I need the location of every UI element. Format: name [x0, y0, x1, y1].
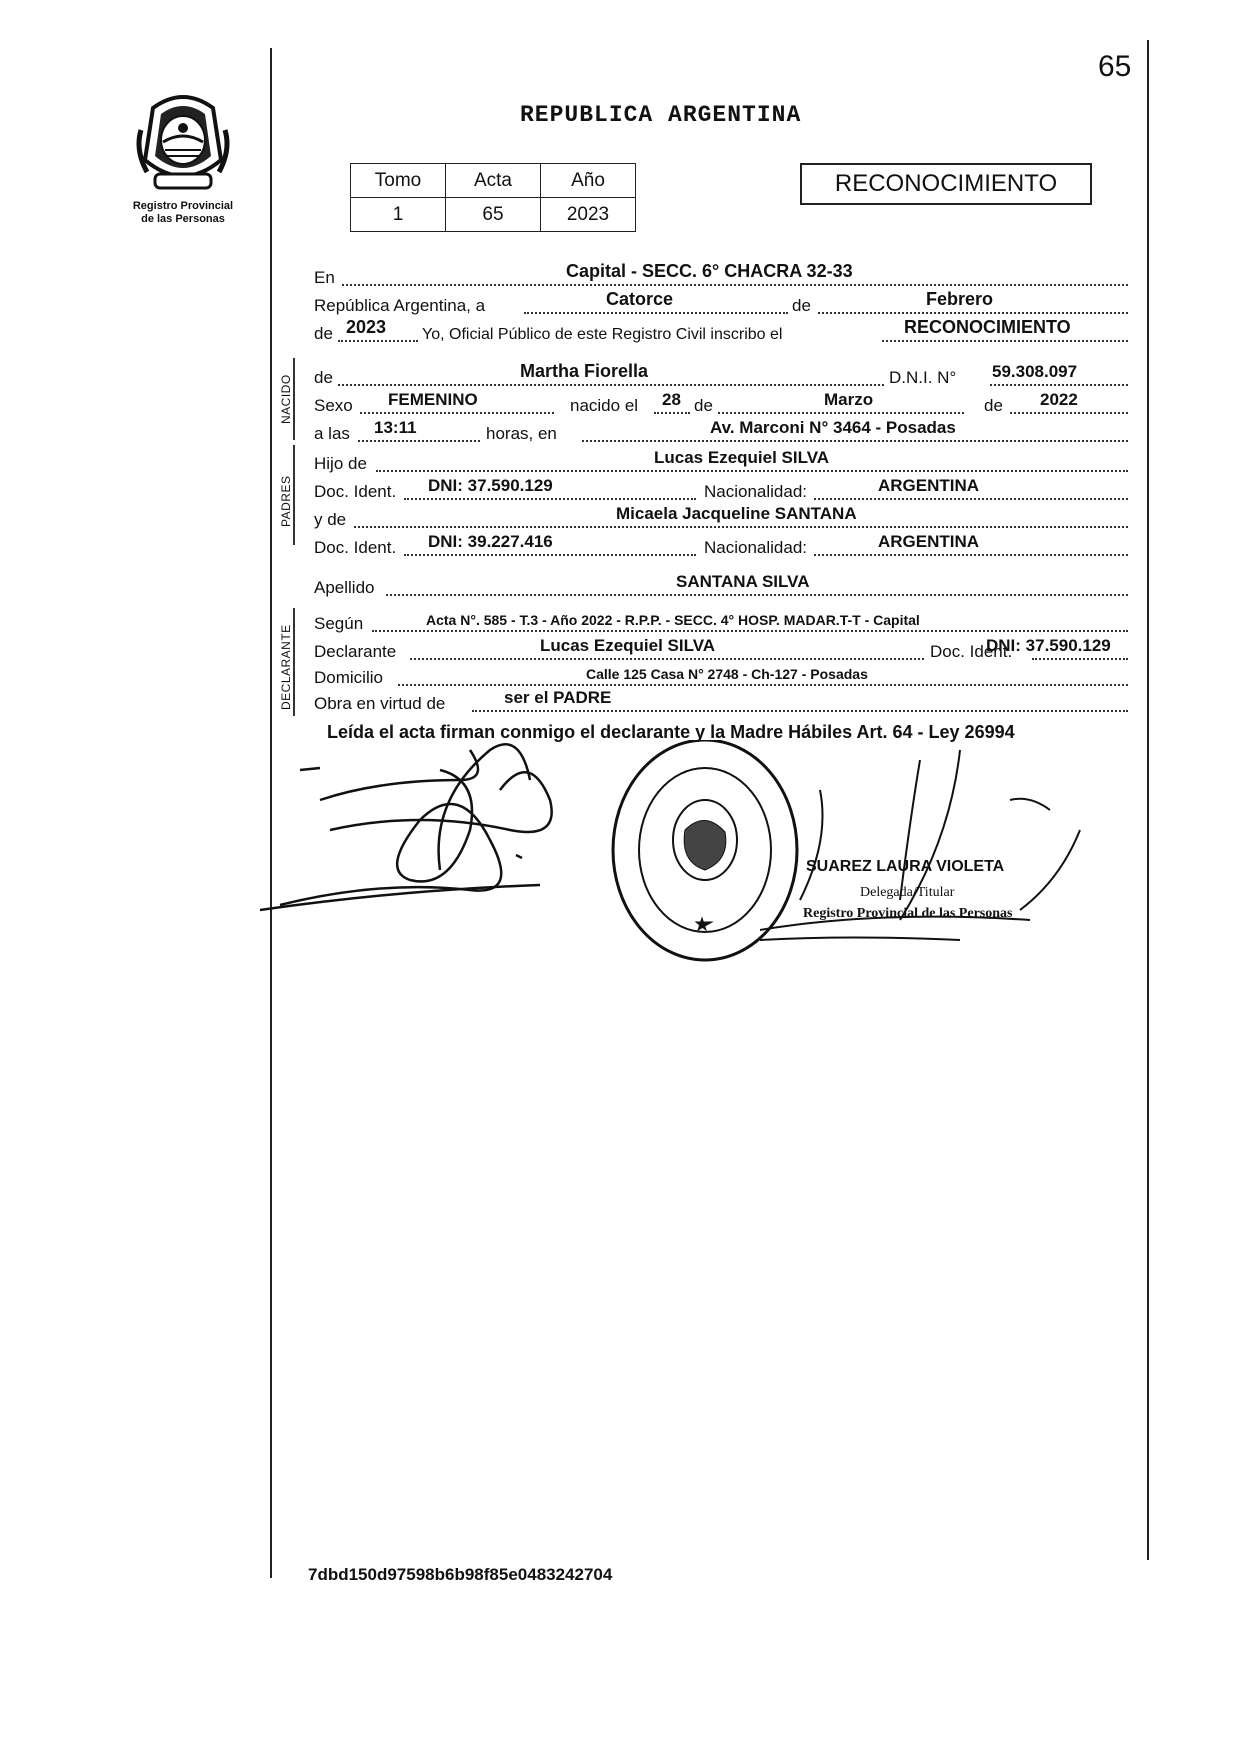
de-label: de: [984, 396, 1003, 415]
doc-ident-label: Doc. Ident.: [930, 642, 1013, 661]
de-label: de: [792, 296, 811, 315]
right-margin-line: [1147, 40, 1149, 1560]
child-name: Martha Fiorella: [520, 361, 649, 381]
declarante-doc: DNI: 37.590.129: [986, 636, 1111, 655]
father-name: Lucas Ezequiel SILVA: [654, 448, 830, 467]
year-value: 2023: [346, 317, 387, 337]
dotted-line: [818, 312, 1128, 314]
dotted-line: [1032, 658, 1128, 660]
signatures-drawing: [260, 740, 1140, 1010]
official-role: Delegada/Titular: [860, 885, 955, 900]
sexo-label: Sexo: [314, 396, 353, 415]
dotted-line: [372, 630, 1128, 632]
dotted-line: [404, 554, 696, 556]
mother-doc: DNI: 39.227.416: [428, 532, 553, 551]
row-date: [314, 290, 1128, 318]
dotted-line: [338, 340, 418, 342]
de-label: de: [694, 396, 713, 415]
tomo-value: 1: [351, 198, 446, 232]
dotted-line: [990, 384, 1128, 386]
nacido-bracket: [293, 358, 295, 440]
dotted-line: [360, 412, 554, 414]
dotted-line: [582, 440, 1128, 442]
nacido-section-label: NACIDO: [279, 374, 293, 424]
apellido-label: Apellido: [314, 578, 375, 597]
official-seal: [613, 740, 797, 960]
logo-label-line1: Registro Provincial: [132, 200, 234, 212]
dotted-line: [338, 384, 884, 386]
horas-label: horas, en: [486, 424, 557, 443]
day-value: Catorce: [606, 289, 674, 309]
mother-name: Micaela Jacqueline SANTANA: [616, 504, 857, 523]
page-number: 65: [1098, 50, 1132, 83]
dotted-line: [386, 594, 1128, 596]
row-father: [314, 448, 1128, 476]
record-reference-table: [350, 163, 636, 232]
declarante-section-label: DECLARANTE: [279, 624, 293, 710]
birth-month: Marzo: [824, 390, 874, 409]
official-name: SUAREZ LAURA VIOLETA: [806, 858, 1005, 875]
birth-day: 28: [662, 390, 681, 409]
month-value: Febrero: [926, 289, 994, 309]
hijo-de-label: Hijo de: [314, 454, 367, 473]
domicilio-value: Calle 125 Casa N° 2748 - Ch-127 - Posadas: [586, 666, 868, 682]
row-mother-doc: [314, 532, 1128, 560]
tomo-header: Tomo: [351, 164, 446, 198]
surname-value: SANTANA SILVA: [676, 572, 810, 591]
republica-label: República Argentina, a: [314, 296, 486, 315]
dotted-line: [358, 440, 480, 442]
padres-section-label: PADRES: [279, 475, 293, 527]
declarant-signature: [260, 744, 552, 910]
mother-nationality: ARGENTINA: [878, 532, 980, 551]
birth-time: 13:11: [374, 418, 417, 437]
row-segun: [314, 608, 1128, 636]
doc-ident-label: Doc. Ident.: [314, 538, 397, 557]
dotted-line: [1010, 412, 1128, 414]
father-doc: DNI: 37.590.129: [428, 476, 553, 495]
dotted-line: [410, 658, 924, 660]
dotted-line: [404, 498, 696, 500]
padres-bracket: [293, 445, 295, 545]
birth-year: 2022: [1040, 390, 1078, 409]
row-year: [314, 318, 1128, 346]
domicilio-label: Domicilio: [314, 668, 383, 687]
dotted-line: [718, 412, 964, 414]
row-time-place: [314, 418, 1128, 446]
en-label: En: [314, 268, 335, 287]
document-hash: 7dbd150d97598b6b98f85e0483242704: [308, 1565, 613, 1584]
anio-value: 2023: [541, 198, 636, 232]
row-en: [314, 262, 1128, 290]
row-name: [314, 362, 1128, 390]
declarante-bracket: [293, 608, 295, 716]
act-value: RECONOCIMIENTO: [904, 317, 1071, 337]
closing-statement: Leída el acta firman conmigo el declarante y la Madre Hábiles Art. 64 - Ley 26994: [327, 722, 1015, 742]
declarante-label: Declarante: [314, 642, 397, 661]
row-father-doc: [314, 476, 1128, 504]
segun-label: Según: [314, 614, 364, 633]
birth-place: Av. Marconi N° 3464 - Posadas: [710, 418, 956, 437]
father-nationality: ARGENTINA: [878, 476, 980, 495]
row-mother: [314, 504, 1128, 532]
obra-value: ser el PADRE: [504, 688, 612, 707]
document-title: REPUBLICA ARGENTINA: [520, 102, 802, 128]
coat-of-arms-icon: [133, 90, 233, 195]
de-label: de: [314, 368, 333, 387]
dotted-line: [654, 412, 690, 414]
dotted-line: [376, 470, 1128, 472]
row-sex-birth: [314, 390, 1128, 418]
dotted-line: [398, 684, 1128, 686]
row-obra: [314, 688, 1128, 716]
dotted-line: [354, 526, 1128, 528]
declarante-value: Lucas Ezequiel SILVA: [540, 636, 716, 655]
dotted-line: [882, 340, 1128, 342]
row-declarante: [314, 636, 1128, 664]
y-de-label: y de: [314, 510, 347, 529]
dotted-line: [524, 312, 788, 314]
official-organization: Registro Provincial de las Personas: [803, 906, 1013, 921]
row-domicilio: [314, 662, 1128, 690]
official-text: Yo, Oficial Público de este Registro Civil inscribo el: [422, 326, 783, 343]
segun-value: Acta N°. 585 - T.3 - Año 2022 - R.P.P. - SECC. 4° HOSP. MADAR.T-T - Capital: [426, 612, 920, 628]
anio-header: Año: [541, 164, 636, 198]
place-value: Capital - SECC. 6° CHACRA 32-33: [566, 261, 853, 281]
de-label: de: [314, 324, 333, 343]
nacionalidad-label: Nacionalidad:: [704, 538, 808, 557]
act-type-box: RECONOCIMIENTO: [800, 163, 1092, 205]
doc-ident-label: Doc. Ident.: [314, 482, 397, 501]
acta-value: 65: [446, 198, 541, 232]
child-dni: 59.308.097: [992, 362, 1078, 381]
dni-label: D.N.I. N°: [889, 368, 957, 387]
nacido-el-label: nacido el: [570, 396, 639, 415]
sexo-value: FEMENINO: [388, 390, 478, 409]
alas-label: a las: [314, 424, 350, 443]
dotted-line: [814, 554, 1128, 556]
obra-label: Obra en virtud de: [314, 694, 446, 713]
dotted-line: [342, 284, 1128, 286]
dotted-line: [814, 498, 1128, 500]
acta-header: Acta: [446, 164, 541, 198]
logo-label-line2: de las Personas: [141, 213, 225, 225]
dotted-line: [472, 710, 1128, 712]
registry-logo: [118, 90, 248, 226]
nacionalidad-label: Nacionalidad:: [704, 482, 808, 501]
row-surname: [314, 572, 1128, 600]
